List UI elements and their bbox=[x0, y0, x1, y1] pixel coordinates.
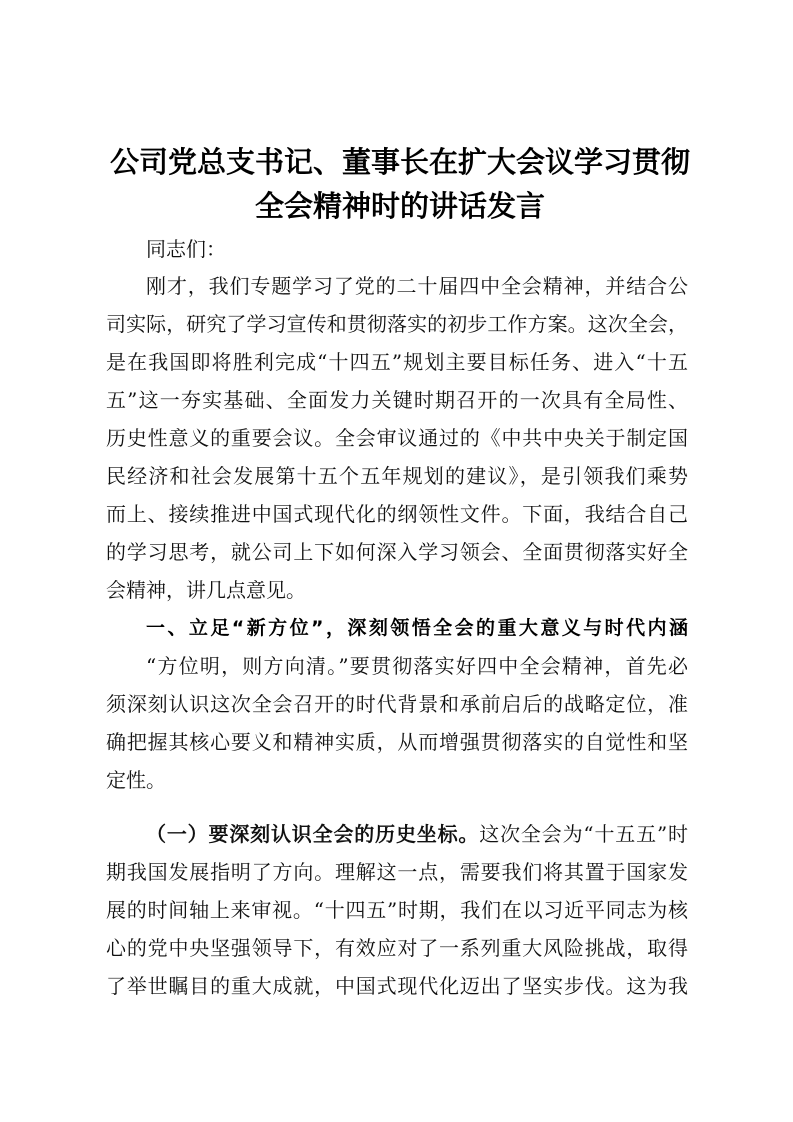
paragraph-line: 了举世瞩目的重大成就，中国式现代化迈出了坚实步伐。这为我 bbox=[106, 974, 688, 998]
paragraph-line: 的学习思考，就公司上下如何深入学习领会、全面贯彻落实好全 bbox=[106, 540, 688, 564]
paragraph-line: 定性。 bbox=[106, 768, 166, 792]
paragraph-line: 须深刻认识这次全会召开的时代背景和承前启后的战略定位，准 bbox=[106, 692, 688, 716]
paragraph-line: 而上、接续推进中国式现代化的纲领性文件。下面，我结合自己 bbox=[106, 502, 688, 526]
subsection-first-line bbox=[146, 819, 688, 849]
section-heading-1: 一、立足“新方位”，深刻领悟全会的重大意义与时代内涵 bbox=[146, 617, 688, 639]
document-title-line-1: 公司党总支书记、董事长在扩大会议学习贯彻 bbox=[109, 145, 690, 179]
paragraph-line: 历史性意义的重要会议。全会审议通过的《中共中央关于制定国 bbox=[106, 426, 688, 450]
subsection-first-line-text: 这次全会为“十五五”时 bbox=[479, 822, 689, 846]
paragraph-line: 展的时间轴上来审视。“十四五”时期，我们在以习近平同志为核 bbox=[106, 898, 688, 922]
paragraph-line: 心的党中央坚强领导下，有效应对了一系列重大风险挑战，取得 bbox=[106, 936, 688, 960]
paragraph-line: 会精神，讲几点意见。 bbox=[106, 578, 306, 602]
document-title-line-2: 全会精神时的讲话发言 bbox=[254, 189, 545, 223]
paragraph-line: 是在我国即将胜利完成“十四五”规划主要目标任务、进入“十五 bbox=[106, 350, 688, 374]
salutation: 同志们： bbox=[146, 237, 226, 261]
paragraph-line: 民经济和社会发展第十五个五年规划的建议》，是引领我们乘势 bbox=[106, 464, 688, 488]
paragraph-line: 期我国发展指明了方向。理解这一点，需要我们将其置于国家发 bbox=[106, 860, 688, 884]
paragraph-line: 五”这一夯实基础、全面发力关键时期召开的一次具有全局性、 bbox=[106, 388, 688, 412]
paragraph-line: 司实际，研究了学习宣传和贯彻落实的初步工作方案。这次全会， bbox=[106, 312, 688, 336]
paragraph-line: 确把握其核心要义和精神实质，从而增强贯彻落实的自觉性和坚 bbox=[106, 730, 688, 754]
paragraph-line: 刚才，我们专题学习了党的二十届四中全会精神，并结合公 bbox=[146, 274, 688, 298]
subsection-label: （一）要深刻认识全会的历史坐标。 bbox=[146, 822, 480, 846]
paragraph-line: “方位明，则方向清。”要贯彻落实好四中全会精神，首先必 bbox=[146, 654, 688, 678]
